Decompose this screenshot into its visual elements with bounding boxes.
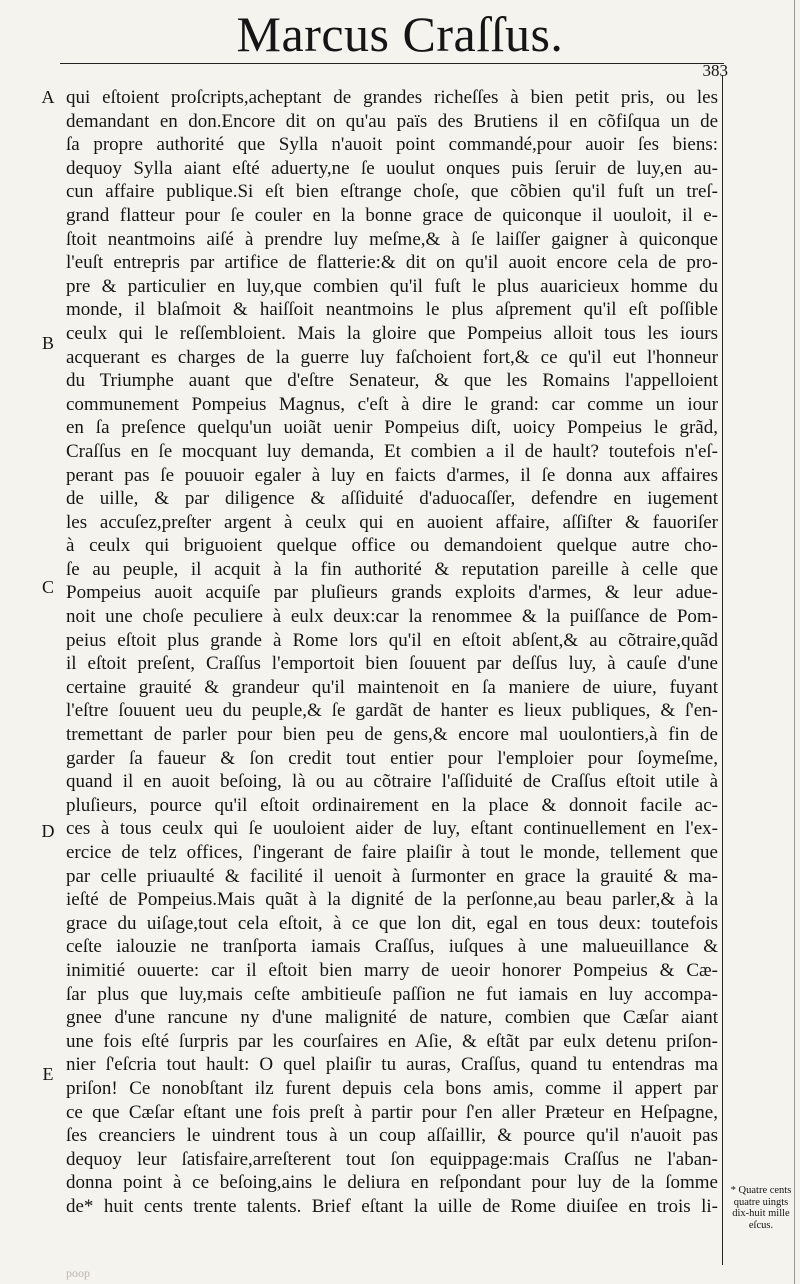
page-number: 383 — [702, 61, 728, 80]
text-line: il eſtoit preſent, Craſſus l'emportoit bien ſouuent par deſſus luy, à cauſe d'une — [66, 653, 718, 675]
page-edge — [794, 0, 795, 1284]
text-line: inimitié ouuerte: car il eſtoit bien marry de ueoir honorer Pompeius & Cæ- — [66, 959, 718, 981]
text-line: grace du uiſage,tout cela eſtoit, à ce que lon dit, egal en tous deux: toutefois — [66, 912, 718, 934]
text-line: du Triumphe auant que d'eſtre Senateur, & que les Romains l'appelloient — [66, 370, 718, 392]
text-line: acquerant es charges de la guerre luy faſchoient fort,& ce qu'il eut l'honneur — [66, 346, 718, 368]
text-line: tremettant de parler pour bien peu de gens,& encore mal uoulontiers,à fin de — [66, 724, 718, 746]
text-line: par celle priuaulté & facilité il uenoit à ſurmonter en grace la grauité & ma- — [66, 865, 718, 887]
text-line: ercice de telz offices, ſ'ingerant de faire plaiſir à tout le monde, tellement que — [66, 842, 718, 863]
text-line: ſar plus que luy,mais ceſte ambitieuſe paſſion ne fut iamais en luy accompa- — [66, 983, 718, 1005]
text-line: ieſté de Pompeius.Mais quãt à la dignité de la perſonne,au beau parler,& à la — [66, 889, 718, 911]
text-line: ſes creanciers le uindrent tous à un coup aſſaillir, & pource qu'il n'auoit pas — [66, 1125, 718, 1147]
header-rule — [60, 63, 724, 64]
text-line: les accuſez,preſter argent à ceulx qui en auoient affaire, aſſiſter & fauoriſer — [66, 511, 718, 533]
text-line: noit une choſe peculiere à eulx deux:car la renommee & la puiſſance de Pom- — [66, 606, 718, 628]
text-line: à ceulx qui briguoient quelque office ou demandoient quelque autre cho- — [66, 535, 718, 557]
margin-marker-d: D — [41, 821, 55, 841]
text-line: une fois eſté ſurpris par les courſaires en Aſie, & eſtãt par eulx detenu priſon- — [66, 1030, 718, 1052]
margin-marker-c: C — [41, 577, 54, 597]
text-line: ce que Cæſar eſtant une fois preſt à partir pour ſ'en aller Præteur en Heſpagne, — [66, 1101, 718, 1123]
margin-marker-b: B — [41, 333, 54, 353]
text-line: perant pas ſe pouuoir egaler à luy en faicts d'armes, il ſe donna aux affaires — [66, 464, 718, 486]
running-title: Marcus Craſſus. — [236, 6, 564, 62]
text-line: certaine grauité & grandeur qu'il maintenoit en ſa maniere de uiure, fuyant — [66, 676, 718, 698]
text-line: peius eſtoit plus grande à Rome lors qu'il en eſtoit abſent,& au cõtraire,quãd — [66, 629, 718, 651]
text-line: grand flatteur pour ſe couler en la bonne grace de quiconque il uouloit, il e- — [66, 204, 718, 226]
margin-note: * Quatre cents quatre uingts dix-huit mille eſcus. — [730, 1185, 792, 1231]
text-line: en ſa preſence quelqu'un uoiãt uenir Pompeius diſt, uoicy Pompeius le grãd, — [66, 417, 718, 439]
text-line: Pompeius auoit acquiſe par pluſieurs grands exploits d'armes, & leur adue- — [66, 582, 718, 604]
text-line: dequoy Sylla aiant eſté aduerty,ne ſe uoulut onques puis ſeruir de luy,en au- — [66, 157, 718, 179]
text-line: de* huit cents trente talents. Brief eſtant la uille de Rome diuiſee en trois li- — [66, 1195, 718, 1217]
text-line: qui eſtoient proſcripts,acheptant de grandes richeſſes à bien petit pris, ou les — [66, 87, 718, 108]
text-line: ſe au peuple, il acquit à la fin authorité & reputation pareille à celle que — [66, 558, 718, 580]
text-line: Craſſus en ſe mocquant luy demanda, Et combien a il de hault? toutefois n'eſ- — [66, 440, 718, 462]
text-line: ſtoit neantmoins aiſé à prendre luy meſme,& à ſe laiſſer gaigner à quiconque — [66, 228, 718, 250]
text-line: gnee d'une rancune ny d'une malignité de nature, combien que Cæſar aiant — [66, 1007, 718, 1029]
text-line: ces à tous ceulx qui ſe uouloient aider de luy, eſtant continuellement en l'ex- — [66, 818, 718, 840]
text-line: dequoy leur ſatisfaire,arreſterent tout ſon equippage:mais Craſſus ne l'aban- — [66, 1148, 718, 1170]
body-text — [66, 86, 718, 1219]
text-line: l'eſtre ſouuent ueu du peuple,& ſe gardãt de hanter es lieux publiques, & ſ'en- — [66, 700, 718, 722]
text-line: ceſte ialouzie ne tranſporta iamais Craſſus, iuſques à une malueuillance & — [66, 936, 718, 958]
text-line: pluſieurs, pource qu'il eſtoit ordinairement en la place & donnoit facile ac- — [66, 794, 718, 816]
text-line: donna point à ce beſoing,ains le deliura en reſpondant pour luy de la ſomme — [66, 1172, 718, 1194]
text-line: pre & particulier en luy,que combien qu'il fuſt le plus auaricieux homme du — [66, 275, 718, 297]
text-line: ſa propre authorité que Sylla n'auoit point commandé,pour auoir ſes biens: — [66, 134, 718, 156]
margin-marker-e: E — [42, 1064, 54, 1084]
text-line: cun affaire publique.Si eſt bien eſtrange choſe, que cõbien qu'il fuſt un treſ- — [66, 181, 718, 203]
text-line: l'euſt entrepris par artifice de flatterie:& dit on qu'il auoit encore cela de pro- — [66, 252, 718, 274]
text-line: monde, il blaſmoit & haiſſoit neantmoins le plus aſprement qu'il eſt poſſible — [66, 299, 718, 321]
text-line: ceulx qui le reſſembloient. Mais la gloire que Pompeius alloit tous les iours — [66, 322, 718, 344]
text-line: quand il en auoit beſoing, là ou au cõtraire l'aſſiduité de Craſſus eſtoit utile à — [66, 771, 718, 793]
text-line: priſon! Ce nonobſtant ilz furent depuis cela bons amis, comme il appert par — [66, 1077, 718, 1099]
text-line: demandant en don.Encore dit on qu'au païs des Brutiens il en cõfiſqua un de — [66, 110, 718, 132]
text-line: garder ſa faueur & ſon credit tout entier pour l'emploier pour ſoymeſme, — [66, 747, 718, 769]
text-line: nier ſ'eſcria tout hault: O quel plaiſir tu auras, Craſſus, quand tu entendras ma — [66, 1054, 718, 1076]
bleed-through-mark: poop — [66, 1266, 90, 1280]
text-line: communement Pompeius Magnus, c'eſt à dire le grand: car comme un iour — [66, 393, 718, 415]
text-line: de uille, & par diligence & aſſiduité d'aduocaſſer, defendre en iugement — [66, 488, 718, 510]
margin-marker-a: A — [41, 87, 55, 107]
